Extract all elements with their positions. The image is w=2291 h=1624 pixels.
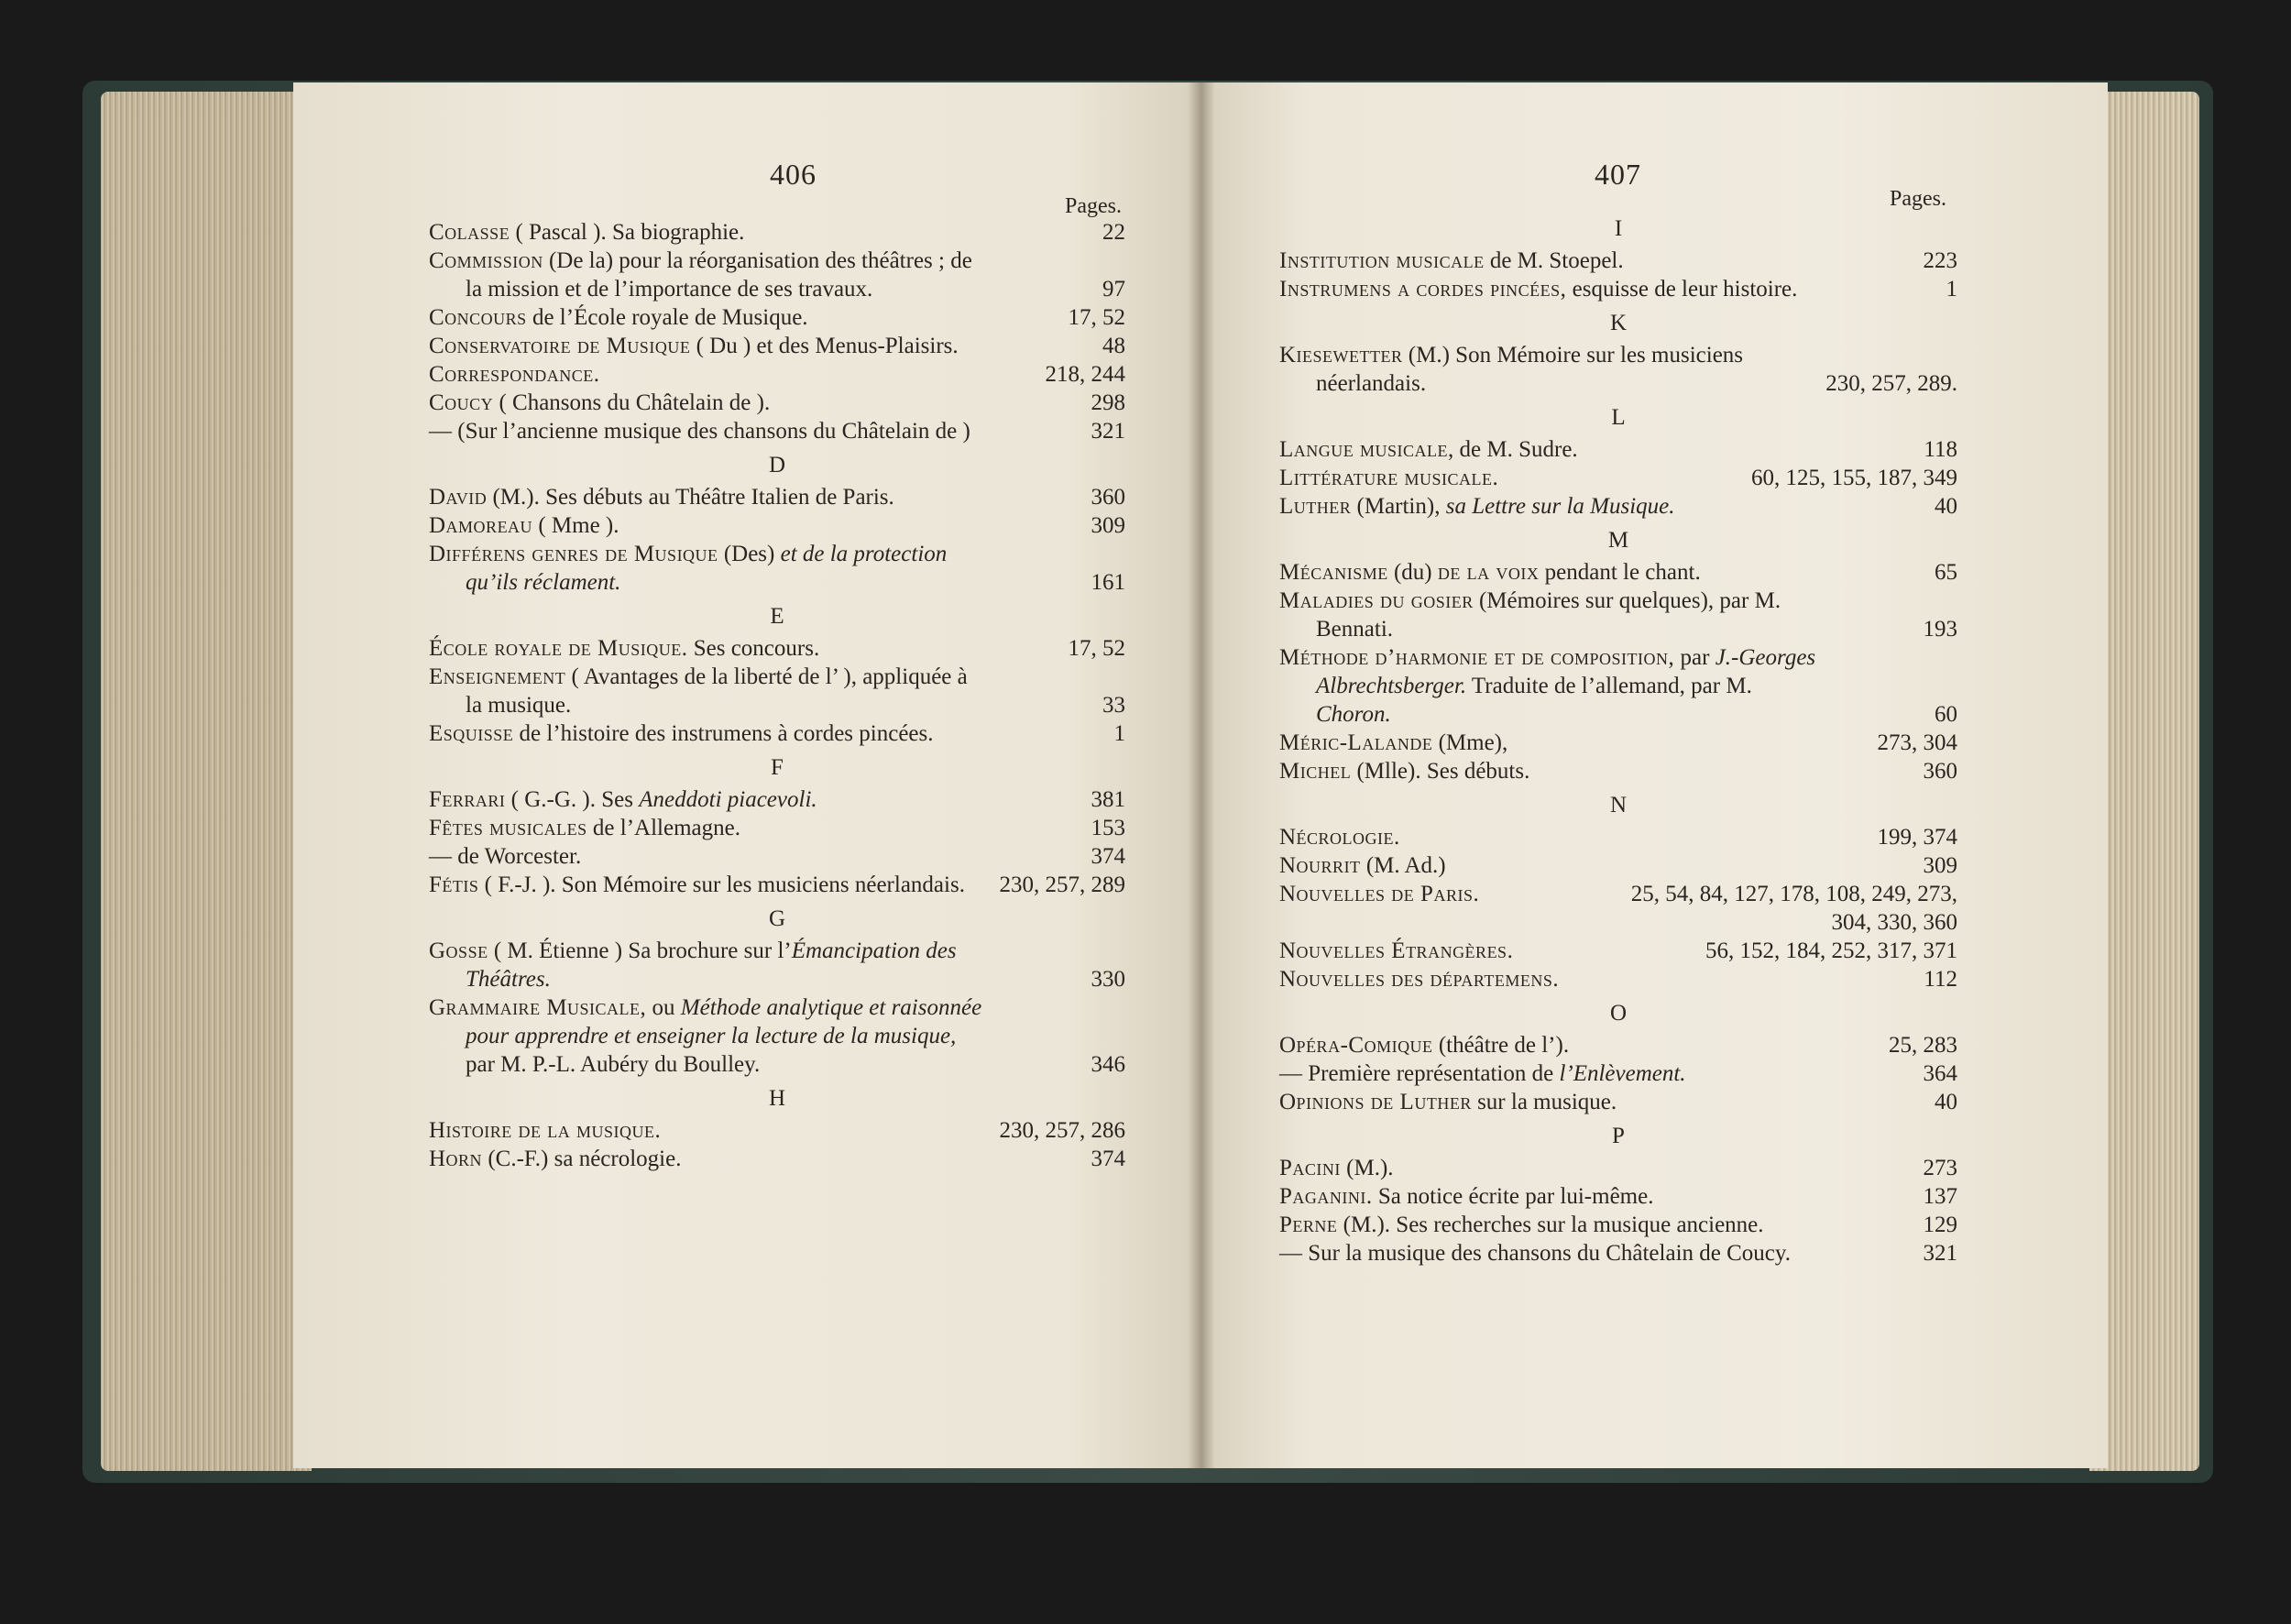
entry-heading: Colasse [429,220,510,245]
entry-description: (M.). [1340,1156,1394,1180]
entry-heading: Paganini. [1279,1184,1373,1209]
entry-text [429,389,1125,417]
entry-text [1279,247,1957,275]
index-entry [429,842,1125,871]
index-entry [1279,1154,1957,1182]
section-letter: D [768,453,786,477]
entry-text [1279,1239,1957,1267]
entry-description: ( F.-J. ). Son Mémoire sur les musiciens néerlandais. [478,872,965,897]
entry-heading: Damoreau [429,513,533,538]
entry-text [429,417,1125,445]
index-entry [429,663,1125,719]
index-column-right [1279,209,1957,1267]
index-entry [429,1116,1125,1145]
entry-description: (M.). Ses recherches sur la musique ancienne. [1337,1213,1764,1237]
entry-heading: Différens genres de Musique [429,542,718,566]
index-entry [1279,965,1957,993]
section-letter: N [1609,793,1628,817]
index-entry [1279,729,1957,757]
entry-description: — (Sur l’ancienne musique des chansons du Châtelain de ) [429,419,970,444]
entry-italic-title: Émancipation des Théâtres. [466,938,957,992]
index-entry [429,511,1125,540]
entry-description: ( Chansons du Châtelain de ). [493,390,771,415]
entry-heading: Langue musicale [1279,437,1449,462]
index-entry [429,303,1125,332]
index-entry [1279,464,1957,492]
entry-text [429,1145,1125,1173]
entry-text [1279,1182,1957,1211]
entry-description: Sa notice écrite par lui-même. [1372,1184,1654,1209]
index-entry [1279,643,1957,729]
entry-heading: Fêtes musicales [429,816,587,840]
entry-text [1279,757,1957,785]
entry-heading: Michel [1279,759,1352,784]
index-entry [429,719,1125,748]
page-reference: 129 [1923,1213,1957,1237]
page-reference: 17, 52 [1068,305,1125,330]
entry-text [1279,1088,1957,1116]
entry-description: pendant le chant. [1539,560,1701,585]
entry-description: (Mme), [1432,730,1508,755]
entry-heading: Maladies du gosier [1279,588,1474,613]
page-reference: 1 [1113,721,1125,746]
page-reference: 364 [1923,1061,1957,1086]
entry-heading: Opéra-Comique [1279,1033,1433,1058]
entry-text [1279,1031,1957,1059]
page-reference: 360 [1923,759,1957,784]
section-letter: G [768,906,786,931]
section-letter: H [768,1086,786,1111]
entry-heading: Concours [429,305,527,330]
entry-heading: Institution musicale [1279,248,1485,273]
section-letter: M [1607,528,1629,553]
entry-text [1279,965,1957,993]
entry-description: ( Avantages de la liberté de l’ ), appliquée à la musique. [466,664,968,718]
entry-text [429,993,1125,1079]
entry-description: (M.). Ses débuts au Théâtre Italien de Paris. [487,485,894,510]
entry-heading: Littérature musicale. [1279,466,1499,490]
entry-text [429,511,1125,540]
page-reference: 381 [1091,787,1125,812]
entry-description: ( M. Étienne ) Sa brochure sur l’ [488,938,792,963]
entry-heading: Horn [429,1147,483,1171]
entry-text [429,937,1125,993]
entry-heading: Méric-Lalande [1279,730,1433,755]
index-entry [1279,275,1957,303]
index-entry [429,634,1125,663]
page-reference: 60, 125, 155, 187, 349 [1751,466,1957,490]
page-reference: 199, 374 [1877,825,1957,850]
entry-italic-title: Méthode analytique et raisonnée pour apprendre et enseigner la lecture de la musique, [466,995,982,1048]
index-entry [1279,851,1957,880]
entry-text [429,247,1125,303]
entry-heading: de la voix [1437,560,1540,585]
index-entry [429,540,1125,597]
entry-description: — de Worcester. [429,844,582,869]
entry-heading: Gosse [429,938,488,963]
page-reference: 330 [1091,967,1125,992]
page-reference: 346 [1091,1052,1125,1077]
page-reference: 273 [1923,1156,1957,1180]
entry-italic-title: Aneddoti piacevoli. [639,787,817,812]
entry-heading: Mécanisme [1279,560,1388,585]
index-entry [1279,1239,1957,1267]
index-entry [429,247,1125,303]
entry-description: — Première représentation de [1279,1061,1560,1086]
section-letter: I [1614,216,1623,241]
page-reference: 40 [1935,494,1957,519]
entry-heading: Opinions de Luther [1279,1090,1472,1114]
page-reference: 230, 257, 286 [999,1118,1125,1143]
entry-text [429,332,1125,360]
index-entry [1279,341,1957,398]
entry-heading: Grammaire Musicale, [429,995,647,1020]
entry-heading: École royale de Musique. [429,636,688,661]
entry-description: par M. P.-L. Aubéry du Boulley. [466,1052,761,1077]
entry-text [1279,1154,1957,1182]
entry-heading: Ferrari [429,787,506,812]
page-reference: 374 [1091,1147,1125,1171]
entry-text [429,360,1125,389]
entry-heading: Nécrologie. [1279,825,1400,850]
entry-italic-title: sa Lettre sur la Musique. [1445,494,1675,519]
entry-text [1279,851,1957,880]
page-reference: 97 [1102,277,1125,302]
entry-text [429,483,1125,511]
entry-text [1279,1059,1957,1088]
section-letter: F [771,755,784,780]
entry-heading: Luther [1279,494,1352,519]
entry-description: (Des) [718,542,781,566]
entry-text [1279,729,1957,757]
book-gutter [1188,82,1215,1468]
index-entry [429,937,1125,993]
entry-heading: Enseignement [429,664,566,689]
entry-text [1279,435,1957,464]
page-reference: 65 [1935,560,1957,585]
entry-italic-title: J.-Georges Albrechtsberger. [1316,645,1816,698]
index-entry [1279,1182,1957,1211]
page-reference: 223 [1923,248,1957,273]
page-reference: 161 [1091,570,1125,595]
page-reference: 193 [1923,617,1957,642]
page-reference: 40 [1935,1090,1957,1114]
entry-description: (Martin), [1351,494,1446,519]
index-entry [1279,247,1957,275]
section-letter: E [770,604,784,629]
entry-description: (du) [1387,560,1438,585]
entry-text [1279,1211,1957,1239]
page-reference: 48 [1102,334,1125,358]
entry-italic-title: l’Enlèvement. [1559,1061,1686,1086]
entry-text [429,842,1125,871]
index-entry [1279,1059,1957,1088]
entry-description: ( Pascal ). Sa biographie. [510,220,745,245]
entry-description: (théâtre de l’). [1432,1033,1570,1058]
entry-text [429,663,1125,719]
section-letter: K [1609,311,1628,335]
index-entry [429,417,1125,445]
entry-description: (Mémoires sur quelques), par M. Bennati. [1316,588,1781,642]
pages-column-label: Pages. [1890,187,1946,211]
entry-text [429,218,1125,247]
index-entry [1279,1088,1957,1116]
entry-heading: David [429,485,488,510]
entry-description: sur la musique. [1471,1090,1617,1114]
entry-heading: Nourrit [1279,853,1361,878]
page-reference: 321 [1091,419,1125,444]
page-reference: 298 [1091,390,1125,415]
index-entry [1279,757,1957,785]
page-reference: 118 [1924,437,1957,462]
page-reference: 374 [1091,844,1125,869]
index-entry [1279,937,1957,965]
entry-description: ( Mme ). [532,513,619,538]
page-block-edge-left [101,92,312,1471]
entry-description: — Sur la musique des chansons du Châtelain de Coucy. [1279,1241,1792,1266]
entry-description: esquisse de leur histoire. [1566,277,1798,302]
index-entry [1279,1211,1957,1239]
entry-description: (M.) Son Mémoire sur les musiciens néerlandais. [1316,343,1744,396]
page-number: 406 [770,158,817,191]
page-reference: 230, 257, 289. [1825,371,1957,396]
entry-text [429,814,1125,842]
page-reference: 17, 52 [1068,636,1125,661]
page-reference: 56, 152, 184, 252, 317, 371 [1705,938,1957,963]
entry-description: (M. Ad.) [1360,853,1446,878]
entry-heading: Kiesewetter [1279,343,1403,368]
entry-heading: Nouvelles des départemens. [1279,967,1560,992]
page-reference: 360 [1091,485,1125,510]
section-letter: P [1612,1124,1625,1148]
entry-heading: Histoire de la musique. [429,1118,662,1143]
page-reference: 33 [1102,693,1125,718]
page-number: 407 [1595,158,1641,191]
entry-description: Ses concours. [687,636,820,661]
entry-text [1279,492,1957,521]
index-column-left [429,218,1125,1173]
index-entry [1279,880,1957,937]
entry-heading: Instrumens a cordes pincées, [1279,277,1567,302]
entry-text [429,785,1125,814]
index-entry [429,332,1125,360]
entry-heading: Pacini [1279,1156,1341,1180]
entry-text [1279,643,1957,729]
entry-heading: Correspondance. [429,362,600,387]
index-entry [429,871,1125,899]
page-reference: 230, 257, 289 [999,872,1125,897]
page-reference: 1 [1946,277,1957,302]
page-reference: 25, 54, 84, 127, 178, 108, 249, 273, [1630,882,1957,906]
entry-heading: Commission [429,248,543,273]
index-entry [1279,558,1957,587]
page-reference: 218, 244 [1045,362,1125,387]
entry-text [1279,823,1957,851]
entry-text [429,303,1125,332]
entry-heading: Conservatoire de Musique [429,334,691,358]
index-entry [429,483,1125,511]
pages-column-label: Pages. [1065,194,1122,218]
index-entry [429,1145,1125,1173]
page-reference: 22 [1102,220,1125,245]
entry-italic-title: Choron. [1316,702,1391,727]
entry-description: de l’Allemagne. [586,816,740,840]
page-reference: 273, 304 [1877,730,1957,755]
index-entry [429,814,1125,842]
entry-text [429,634,1125,663]
entry-heading: Esquisse [429,721,514,746]
entry-description: Traduite de l’allemand, par M. [1466,674,1752,698]
entry-heading: Nouvelles de Paris. [1279,882,1480,906]
page-reference: 153 [1091,816,1125,840]
entry-heading: Nouvelles Étrangères. [1279,938,1514,963]
page-reference: 60 [1935,702,1957,727]
entry-description: (Mlle). Ses débuts. [1351,759,1530,784]
index-entry [1279,823,1957,851]
index-entry [1279,492,1957,521]
page-reference: 321 [1923,1241,1957,1266]
entry-heading: Coucy [429,390,494,415]
entry-description: de l’École royale de Musique. [526,305,808,330]
index-entry [1279,1031,1957,1059]
entry-text [1279,558,1957,587]
entry-heading: Fétis [429,872,479,897]
entry-description: de l’histoire des instrumens à cordes pincées. [513,721,934,746]
entry-description: (C.-F.) sa nécrologie. [482,1147,682,1171]
entry-text [429,540,1125,597]
page-reference: 309 [1923,853,1957,878]
entry-heading: Méthode d’harmonie et de composition, [1279,645,1675,670]
entry-description: ( G.-G. ). Ses [505,787,640,812]
index-entry [429,218,1125,247]
entry-description: ( Du ) et des Menus-Plaisirs. [690,334,959,358]
section-letter: L [1611,405,1626,430]
index-entry [429,360,1125,389]
index-entry [429,993,1125,1079]
index-entry [429,785,1125,814]
page-reference: 25, 283 [1889,1033,1957,1058]
entry-description: (De la) pour la réorganisation des théâtres ; de la mission et de l’importance de ses travaux. [466,248,972,302]
entry-description: par [1674,645,1716,670]
entry-heading: Perne [1279,1213,1338,1237]
page-reference: 137 [1923,1184,1957,1209]
entry-description: ou [646,995,681,1020]
entry-description: , de M. Sudre. [1448,437,1578,462]
index-entry [1279,587,1957,643]
page-reference: 304, 330, 360 [1831,910,1957,935]
section-letter: O [1609,1001,1628,1026]
entry-description: de M. Stoepel. [1484,248,1624,273]
entry-text [429,719,1125,748]
page-reference: 309 [1091,513,1125,538]
index-entry [429,389,1125,417]
entry-text [1279,275,1957,303]
index-entry [1279,435,1957,464]
page-reference: 112 [1924,967,1957,992]
entry-italic-title: et de la protection qu’ils réclament. [466,542,948,595]
entry-text [1279,587,1957,643]
